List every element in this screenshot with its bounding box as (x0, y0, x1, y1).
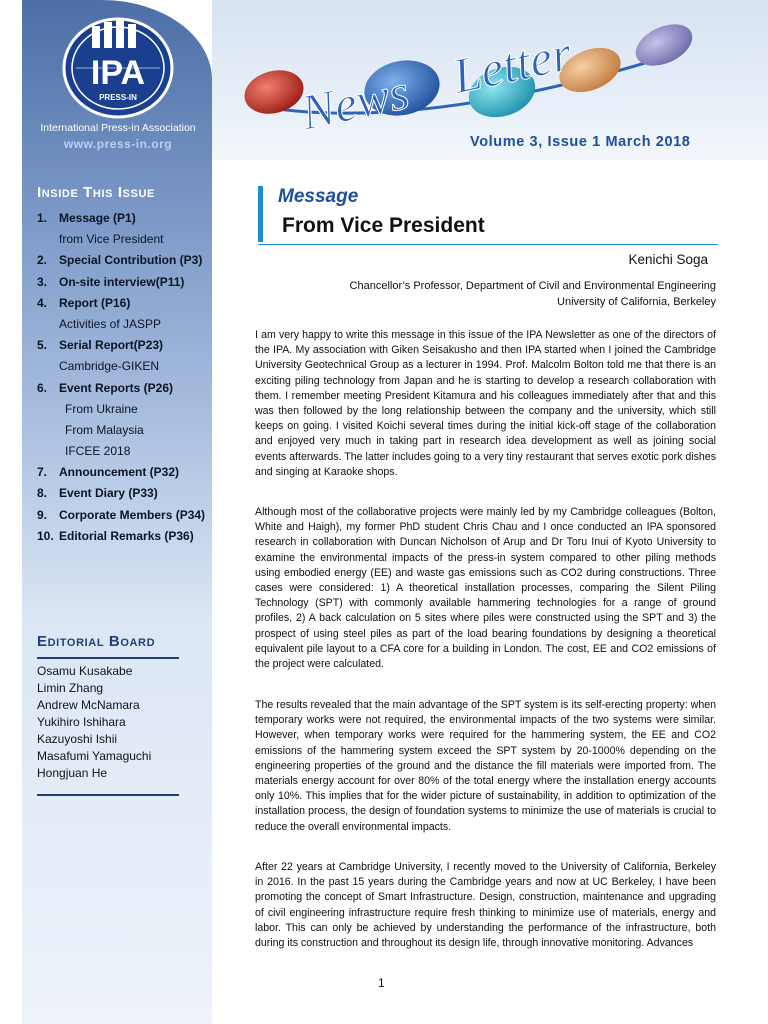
board-member: Kazuyoshi Ishii (37, 732, 118, 746)
board-member: Yukihiro Ishihara (37, 715, 126, 729)
toc-num: 1. (37, 211, 48, 225)
editorial-board-heading: Editorial Board (37, 633, 156, 650)
article-paragraph: The results revealed that the main advantage of the SPT system is its self-erecting property: when temporary works were not required, the environmental impacts of the two systems were similar. However, when temporary works were required for the hammering system, the EE and CO2 emissions of the hammering system exceed the SPT system by 20-1000% depending on the engineering properties of the ground and the distance the fill materials were imported from. The materials energy account for over 80% of the total energy where the installation energy accounts only 10%. This implies that for the wider picture of sustainability, in addition to optimization of the installation process, the design of foundation systems to minimize the use of materials is crucial to reduce the overall environmental impacts. (255, 699, 716, 833)
toc-item[interactable] (37, 526, 217, 547)
toc-num: 7. (37, 465, 48, 480)
affiliation-line-2: University of California, Berkeley (557, 296, 716, 308)
board-member: Masafumi Yamaguchi (37, 749, 152, 763)
toc-num: 8. (37, 486, 48, 501)
org-name: International Press-in Association (40, 122, 196, 134)
article-paragraph: After 22 years at Cambridge University, I recently moved to the University of California, Berkeley in 2016. In the past 15 years during the Cambridge years and now at UC Berkeley, I have been promoting the concept of Smart Infrastructure. Design, construction, maintenance and upgrading of civil engineering infrastructure require fresh thinking to minimize use of materials, energy and labor. This can only be achieved by understanding the performance of the infrastructure, both during its construction and throughout its design life, through innovative monitoring. Advances (255, 861, 716, 950)
table-of-contents (37, 208, 217, 547)
issue-info: Volume 3, Issue 1 March 2018 (470, 134, 691, 150)
title-rule (258, 244, 718, 245)
board-member: Limin Zhang (37, 681, 104, 695)
divider (37, 794, 179, 796)
toc-label: Announcement (P32) (59, 465, 180, 480)
toc-label: Corporate Members (P34) (59, 507, 206, 522)
toc-item[interactable] (37, 335, 217, 356)
toc-item[interactable] (37, 250, 217, 271)
toc-item[interactable] (37, 505, 217, 526)
org-url[interactable]: www.press-in.org (63, 137, 173, 151)
affiliation-line-1: Chancellor’s Professor, Department of Civil and Environmental Engineering (349, 280, 716, 292)
toc-subitem: Cambridge-GIKEN (59, 359, 160, 374)
logo-text: IPA (90, 54, 146, 92)
article-paragraph: Although most of the collaborative projects were mainly led by my Cambridge colleagues (Bolton, White and Haigh), my former PhD student Chris Chau and I once conducted an IPA sponsored research in collaboration with Duncan Nicholson of Arup and Dr Toru Inui of Kyoto University to examine the environmental impacts of the press-in system compared to other piling methods using embodied energy (EE) and waste gas emissions such as CO2 during constructions. Three cases were considered: 1) A theoretical installation processes, comparing the Silent Piling Technology (SPT) with commonly available hammering technologies for a range of ground profiles, 2) A back calculation on 5 sites where piles were constructed using the SPT and 3) the prospect of using steel piles as part of the load bearing foundations by designing a theoretical equivalent pile layout to a CFA core for a building in London. The cost, EE and CO2 emissions of the project were calculated. (255, 506, 716, 671)
toc-subitem: Activities of JASPP (59, 316, 162, 331)
toc-subitem: from Vice President (59, 232, 164, 247)
toc-num: 10. (37, 528, 54, 543)
toc-num: 6. (37, 380, 48, 395)
toc-label: Message (P1) (59, 211, 136, 225)
divider (37, 657, 179, 659)
ipa-logo (62, 16, 174, 120)
board-member: Andrew McNamara (37, 698, 140, 712)
toc-num: 5. (37, 338, 48, 353)
toc-num: 9. (37, 507, 48, 522)
toc-label: Editorial Remarks (P36) (59, 528, 194, 543)
toc-label: On-site interview(P11) (59, 274, 185, 289)
toc-item[interactable] (37, 378, 217, 399)
page-number: 1 (378, 976, 385, 990)
toc-label: Event Diary (P33) (59, 486, 158, 501)
article-title: From Vice President (282, 214, 485, 237)
title-accent-bar (258, 186, 263, 242)
toc-item[interactable] (37, 462, 217, 483)
editorial-board-list (37, 663, 151, 782)
toc-num: 4. (37, 295, 48, 310)
author-name: Kenichi Soga (628, 252, 708, 267)
toc-item[interactable] (37, 208, 217, 229)
banner-title-word1: News (296, 63, 414, 141)
toc-label: Serial Report(P23) (59, 338, 164, 353)
board-member: Osamu Kusakabe (37, 664, 133, 678)
article-paragraph: I am very happy to write this message in this issue of the IPA Newsletter as one of the directors of the IPA. My association with Giken Seisakusho and then IPA started when I joined the Cambridge University Geotechnical Group as a lecturer in 1994. Prof. Malcolm Bolton told me that there is an exciting piling technology from Japan and he is starting to develop a research collaboration with them. I remember meeting President Kitamura and his colleagues immediately after that and this was then followed by the long relationship between the company and the university, which still keeps on going. I visited Koichi several times during the initial kick-off stage of the collaboration and enjoyed very much in taking part in research idea development as well as joining social events afterwards. The latter includes going to a very tiny restaurant that serves exotic pork dishes and singing at Karaoke shops. (255, 329, 716, 478)
toc-label: Report (P16) (59, 295, 131, 310)
toc-label: Event Reports (P26) (59, 380, 174, 395)
article-label: Message (278, 186, 359, 207)
logo-subtext: PRESS-IN (99, 93, 137, 102)
toc-item[interactable] (37, 293, 217, 314)
toc-subitem: IFCEE 2018 (65, 444, 131, 459)
toc-heading: Inside This Issue (37, 184, 155, 201)
toc-label: Special Contribution (P3) (59, 253, 203, 268)
board-member: Hongjuan He (37, 766, 108, 780)
toc-num: 2. (37, 253, 48, 268)
banner-title-word2: Letter (447, 24, 577, 105)
toc-item[interactable] (37, 483, 217, 504)
toc-num: 3. (37, 274, 48, 289)
toc-subitem: From Ukraine (65, 401, 138, 416)
toc-item[interactable] (37, 272, 217, 293)
toc-subitem: From Malaysia (65, 422, 144, 437)
author-affiliation (258, 278, 716, 310)
